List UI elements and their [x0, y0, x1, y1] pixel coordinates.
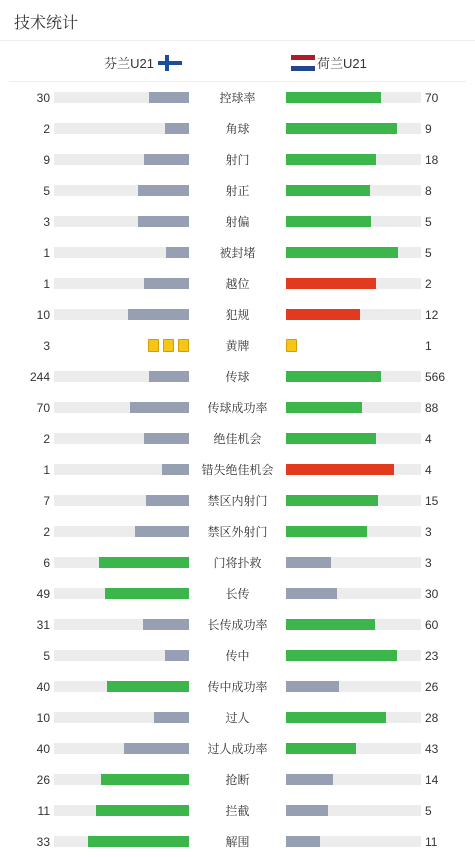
stat-label: 解围	[225, 835, 250, 849]
away-value: 5	[425, 246, 432, 260]
home-bar	[54, 588, 189, 599]
bar-fill	[166, 247, 189, 258]
home-value: 1	[43, 277, 50, 291]
stat-row	[0, 268, 475, 299]
away-value: 88	[425, 401, 439, 415]
home-value: 10	[36, 308, 50, 322]
away-value: 4	[425, 463, 432, 477]
home-value: 3	[43, 215, 50, 229]
away-value: 3	[425, 556, 432, 570]
home-value: 6	[43, 556, 50, 570]
away-bar	[286, 836, 421, 847]
home-bar	[54, 309, 189, 320]
away-bar	[286, 371, 421, 382]
bar-fill	[149, 371, 190, 382]
away-bar	[286, 526, 421, 537]
home-bar	[54, 712, 189, 723]
bar-fill	[286, 92, 381, 103]
stat-label: 传中	[225, 649, 250, 663]
away-value: 70	[425, 91, 439, 105]
away-bar	[286, 774, 421, 785]
home-bar	[54, 836, 189, 847]
away-value: 30	[425, 587, 439, 601]
stat-row	[0, 144, 475, 175]
bar-fill	[107, 681, 189, 692]
stat-label: 传中成功率	[207, 680, 268, 694]
away-bar	[286, 185, 421, 196]
stat-row	[0, 795, 475, 826]
stat-label: 门将扑救	[213, 556, 262, 570]
stats-list	[0, 82, 475, 857]
home-bar	[54, 433, 189, 444]
home-bar	[54, 495, 189, 506]
away-value: 5	[425, 804, 432, 818]
stat-row	[0, 764, 475, 795]
bar-fill	[286, 743, 356, 754]
bar-fill	[286, 154, 376, 165]
home-value: 2	[43, 525, 50, 539]
away-bar	[286, 805, 421, 816]
stat-label: 禁区内射门	[207, 494, 268, 508]
home-team	[104, 53, 182, 72]
home-bar	[54, 247, 189, 258]
stats-header	[0, 0, 475, 41]
bar-fill	[286, 464, 394, 475]
home-value: 3	[43, 339, 50, 353]
home-bar	[54, 371, 189, 382]
away-value: 1	[425, 339, 432, 353]
stat-row	[0, 547, 475, 578]
bar-fill	[146, 495, 189, 506]
home-bar	[54, 464, 189, 475]
away-value: 15	[425, 494, 439, 508]
stat-label: 抢断	[225, 773, 250, 787]
bar-fill	[143, 619, 189, 630]
bar-fill	[124, 743, 189, 754]
away-value: 28	[425, 711, 439, 725]
away-value: 23	[425, 649, 439, 663]
bar-fill	[286, 774, 333, 785]
home-bar	[54, 185, 189, 196]
away-value: 43	[425, 742, 439, 756]
bar-fill	[286, 247, 398, 258]
stat-label: 过人	[225, 711, 250, 725]
away-value: 26	[425, 680, 439, 694]
bar-fill	[138, 216, 189, 227]
stat-row	[0, 330, 475, 361]
stat-row	[0, 361, 475, 392]
stat-row	[0, 671, 475, 702]
yellow-card-icon	[286, 339, 297, 352]
stat-row	[0, 702, 475, 733]
bar-fill	[286, 805, 328, 816]
away-value: 11	[425, 835, 438, 849]
home-bar	[54, 154, 189, 165]
stat-row	[0, 826, 475, 857]
stat-row	[0, 392, 475, 423]
away-bar	[286, 216, 421, 227]
home-bar	[54, 805, 189, 816]
stat-row	[0, 299, 475, 330]
home-value: 5	[43, 649, 50, 663]
stat-label: 长传	[225, 587, 250, 601]
away-bar	[286, 154, 421, 165]
home-value: 40	[36, 680, 50, 694]
away-value: 2	[425, 277, 432, 291]
yellow-card-icon	[178, 339, 189, 352]
home-bar	[54, 402, 189, 413]
away-yellow-cards	[286, 339, 297, 352]
bar-fill	[101, 774, 189, 785]
stat-label: 绝佳机会	[213, 432, 262, 446]
bar-fill	[165, 123, 189, 134]
teams-row	[9, 41, 466, 82]
away-bar	[286, 92, 421, 103]
away-team	[291, 53, 367, 72]
bar-fill	[286, 309, 360, 320]
away-bar	[286, 588, 421, 599]
home-bar	[54, 92, 189, 103]
home-value: 33	[36, 835, 50, 849]
away-team-name: 荷兰U21	[317, 56, 367, 71]
bar-fill	[128, 309, 189, 320]
bar-fill	[99, 557, 189, 568]
home-bar	[54, 526, 189, 537]
home-value: 2	[43, 122, 50, 136]
stat-label: 犯规	[225, 308, 250, 322]
stat-row	[0, 82, 475, 113]
bar-fill	[286, 185, 370, 196]
stat-label: 过人成功率	[207, 742, 268, 756]
bar-fill	[144, 278, 189, 289]
away-bar	[286, 619, 421, 630]
stat-row	[0, 485, 475, 516]
away-bar	[286, 123, 421, 134]
home-value: 1	[43, 246, 50, 260]
away-value: 9	[425, 122, 432, 136]
bar-fill	[286, 836, 320, 847]
yellow-card-icon	[148, 339, 159, 352]
home-value: 31	[36, 618, 50, 632]
bar-fill	[286, 433, 376, 444]
home-value: 11	[37, 804, 50, 818]
home-value: 70	[36, 401, 50, 415]
home-value: 2	[43, 432, 50, 446]
stat-row	[0, 578, 475, 609]
bar-fill	[96, 805, 189, 816]
home-bar	[54, 774, 189, 785]
bar-fill	[286, 216, 371, 227]
bar-fill	[144, 433, 189, 444]
away-bar	[286, 681, 421, 692]
stat-label: 传球成功率	[207, 401, 268, 415]
bar-fill	[130, 402, 189, 413]
bar-fill	[286, 123, 397, 134]
bar-fill	[165, 650, 189, 661]
bar-fill	[286, 650, 397, 661]
yellow-card-icon	[163, 339, 174, 352]
away-bar	[286, 650, 421, 661]
home-bar	[54, 557, 189, 568]
home-value: 1	[43, 463, 50, 477]
stat-row	[0, 640, 475, 671]
bar-fill	[286, 495, 378, 506]
stat-label: 射门	[225, 153, 250, 167]
stat-row	[0, 113, 475, 144]
stat-row	[0, 423, 475, 454]
stat-label: 越位	[225, 277, 250, 291]
home-bar	[54, 278, 189, 289]
home-value: 40	[36, 742, 50, 756]
away-value: 3	[425, 525, 432, 539]
away-bar	[286, 402, 421, 413]
stat-label: 角球	[225, 122, 250, 136]
away-bar	[286, 743, 421, 754]
stat-row	[0, 733, 475, 764]
away-value: 4	[425, 432, 432, 446]
away-bar	[286, 278, 421, 289]
bar-fill	[286, 619, 375, 630]
stat-row	[0, 175, 475, 206]
away-value: 12	[425, 308, 439, 322]
bar-fill	[286, 526, 367, 537]
away-bar	[286, 433, 421, 444]
home-value: 10	[36, 711, 50, 725]
stat-label: 长传成功率	[207, 618, 268, 632]
home-yellow-cards	[148, 339, 189, 352]
home-value: 9	[43, 153, 50, 167]
bar-fill	[154, 712, 189, 723]
away-bar	[286, 495, 421, 506]
stat-label: 黄牌	[225, 339, 250, 353]
bar-fill	[105, 588, 189, 599]
bar-fill	[144, 154, 189, 165]
stat-label: 禁区外射门	[207, 525, 268, 539]
home-bar	[54, 619, 189, 630]
bar-fill	[135, 526, 189, 537]
stat-label: 拦截	[225, 804, 250, 818]
stat-label: 传球	[225, 370, 250, 384]
away-value: 8	[425, 184, 432, 198]
netherlands-flag-icon	[291, 55, 315, 71]
away-bar	[286, 247, 421, 258]
stat-row	[0, 237, 475, 268]
away-bar	[286, 464, 421, 475]
away-value: 5	[425, 215, 432, 229]
home-bar	[54, 743, 189, 754]
bar-fill	[138, 185, 189, 196]
home-bar	[54, 681, 189, 692]
away-bar	[286, 557, 421, 568]
home-value: 5	[43, 184, 50, 198]
stat-label: 错失绝佳机会	[201, 463, 274, 477]
stat-row	[0, 206, 475, 237]
home-value: 49	[36, 587, 50, 601]
home-team-name: 芬兰U21	[104, 56, 154, 71]
bar-fill	[286, 557, 331, 568]
stat-row	[0, 516, 475, 547]
home-value: 26	[36, 773, 50, 787]
bar-fill	[286, 712, 386, 723]
away-value: 18	[425, 153, 439, 167]
home-value: 244	[29, 370, 50, 384]
bar-fill	[286, 278, 376, 289]
bar-fill	[286, 681, 339, 692]
stat-row	[0, 609, 475, 640]
finland-flag-icon	[158, 55, 182, 71]
away-value: 14	[425, 773, 439, 787]
stat-row	[0, 454, 475, 485]
stat-label: 被封堵	[219, 246, 256, 260]
bar-fill	[286, 371, 381, 382]
bar-fill	[162, 464, 189, 475]
away-value: 566	[425, 370, 446, 384]
away-value: 60	[425, 618, 439, 632]
away-bar	[286, 309, 421, 320]
stat-label: 射正	[225, 184, 250, 198]
bar-fill	[88, 836, 189, 847]
home-value: 30	[36, 91, 50, 105]
away-bar	[286, 712, 421, 723]
stat-label: 控球率	[219, 91, 256, 105]
home-bar	[54, 650, 189, 661]
stat-label: 射偏	[225, 215, 250, 229]
bar-fill	[286, 588, 337, 599]
home-bar	[54, 123, 189, 134]
home-bar	[54, 216, 189, 227]
bar-fill	[149, 92, 190, 103]
home-value: 7	[43, 494, 50, 508]
page-title: 技术统计	[14, 15, 79, 32]
bar-fill	[286, 402, 362, 413]
